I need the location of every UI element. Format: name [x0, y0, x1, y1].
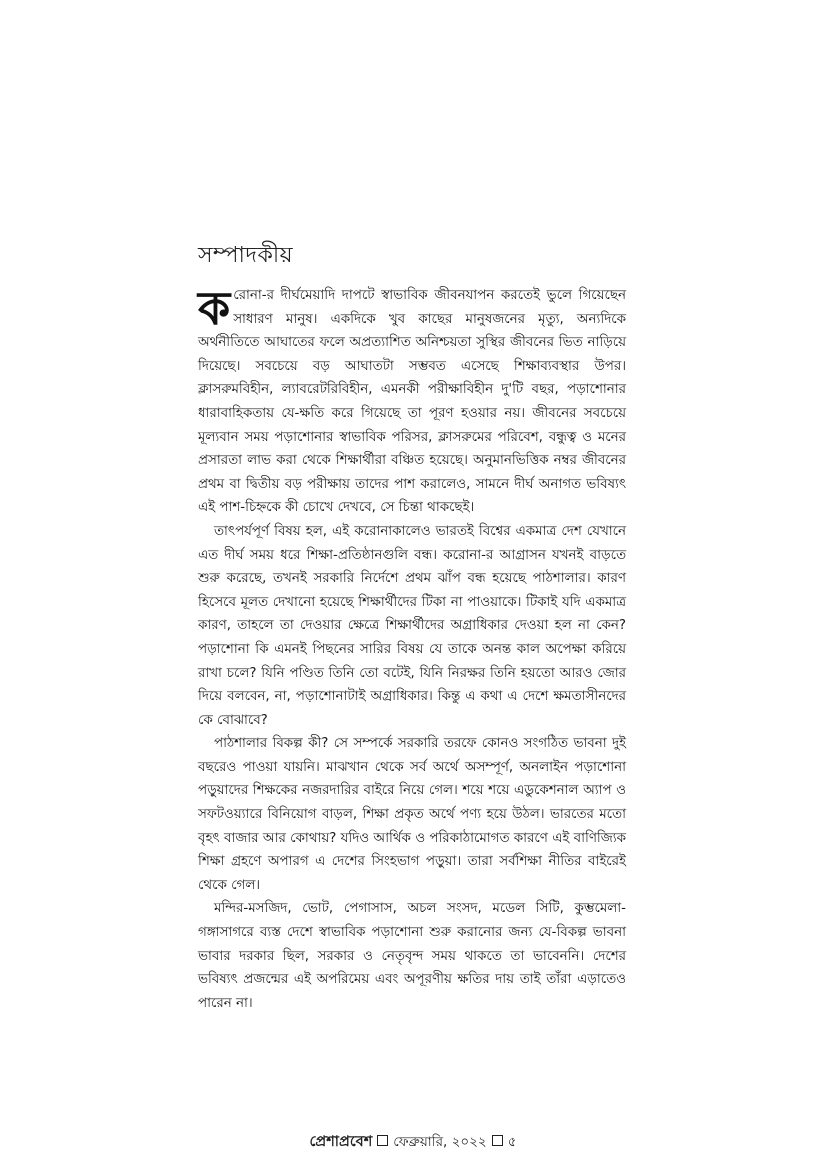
drop-cap: ক — [198, 281, 231, 335]
editorial-body — [198, 281, 626, 1015]
page-number: ৫ — [507, 1134, 517, 1150]
paragraph-2: তাৎপর্যপূর্ণ বিষয় হল, এই করোনাকালেও ভারতই বিশ্বের একমাত্র দেশ যেখানে এত দীর্ঘ সময় ধরে শিক্ষা-প্রতিষ্ঠানগুলি বন্ধ। করোনা-র আগ্রাসন যখনই বাড়তে শুরু করেছে, তখনই সরকারি নির্দেশে প্রথম ঝাঁপ বন্ধ হয়েছে পাঠশালার। কারণ হিসেবে মূলত দেখানো হয়েছে শিক্ষার্থীদের টিকা না পাওয়াকে। টিকাই যদি একমাত্র কারণ, তাহলে তা দেওয়ার ক্ষেত্রে শিক্ষার্থীদের অগ্রাধিকার দেওয়া হল না কেন? পড়াশোনা কি এমনই পিছনের সারির বিষয় যে তাকে অনন্ত কাল অপেক্ষা করিয়ে রাখা চলে? যিনি পণ্ডিত তিনি তো বটেই, যিনি নিরক্ষর তিনি হয়তো আরও জোর দিয়ে বলবেন, না, পড়াশোনাটাই অগ্রাধিকার। কিন্তু এ কথা এ দেশে ক্ষমতাসীনদের কে বোঝাবে? — [198, 523, 626, 728]
paragraph-1-text: রোনা-র দীর্ঘমেয়াদি দাপটে স্বাভাবিক জীবনযাপন করতেই ভুলে গিয়েছেন সাধারণ মানুষ। একদিকে খুব কাছের মানুষজনের মৃত্যু, অন্যদিকে অর্থনীতিতে আঘাতের ফলে অপ্রত্যাশিত অনিশ্চয়তা সুস্থির জীবনের ভিত নাড়িয়ে দিয়েছে। সবচেয়ে বড় আঘাতটা সম্ভবত এসেছে শিক্ষাব্যবস্থার উপর। ক্লাসরুমবিহীন, ল্যাবরেটরিবিহীন, এমনকী পরীক্ষাবিহীন দু'টি বছর, পড়াশোনার ধারাবাহিকতায় যে-ক্ষতি করে গিয়েছে তা পূরণ হওয়ার নয়। জীবনের সবচেয়ে মূল্যবান সময় পড়াশোনার স্বাভাবিক পরিসর, ক্লাসরুমের পরিবেশ, বন্ধুত্ব ও মনের প্রসারতা লাভ করা থেকে শিক্ষার্থীরা বঞ্চিত হয়েছে। অনুমানভিত্তিক নম্বর জীবনের প্রথম বা দ্বিতীয় বড় পরীক্ষায় তাদের পাশ করালেও, সামনে দীর্ঘ অনাগত ভবিষ্যৎ এই পাশ-চিহ্নকে কী চোখে দেখবে, সে চিন্তা থাকছেই। — [198, 288, 626, 516]
page-title: সম্পাদকীয় — [198, 243, 294, 268]
issue-date: ফেব্রুয়ারি, ২০২২ — [393, 1134, 487, 1150]
paragraph-4: মন্দির-মসজিদ, ভোট, পেগাসাস, অচল সংসদ, মডেল সিটি, কুম্ভমেলা-গঙ্গাসাগরে ব্যস্ত দেশে স্বাভাবিক পড়াশোনা শুরু করানোর জন্য যে-বিকল্প ভাবনা ভাবার দরকার ছিল, সরকার ও নেতৃবৃন্দ সময় থাকতে তা ভাবেননি। দেশের ভবিষ্যৎ প্রজন্মের এই অপরিমেয় এবং অপূরণীয় ক্ষতির দায় তাই তাঁরা এড়াতেও পারেন না। — [198, 901, 626, 1011]
magazine-name: প্রেশাপ্রবেশ — [309, 1134, 373, 1150]
separator-box-icon — [492, 1135, 503, 1146]
page-footer — [0, 1131, 826, 1155]
paragraph-1 — [198, 281, 626, 520]
separator-box-icon — [377, 1135, 388, 1146]
paragraph-3: পাঠশালার বিকল্প কী? সে সম্পর্কে সরকারি তরফে কোনও সংগঠিত ভাবনা দুই বছরেও পাওয়া যায়নি। মাঝখান থেকে সর্ব অর্থে অসম্পূর্ণ, অনলাইন পড়াশোনা পড়ুয়াদের শিক্ষকের নজরদারির বাইরে নিয়ে গেল। শয়ে শয়ে এডুকেশনাল অ্যাপ ও সফটওয়্যারে বিনিয়োগ বাড়ল, শিক্ষা প্রকৃত অর্থে পণ্য হয়ে উঠল। ভারতের মতো বৃহৎ বাজার আর কোথায়? যদিও আর্থিক ও পরিকাঠামোগত কারণে এই বাণিজ্যিক শিক্ষা গ্রহণে অপারগ এ দেশের সিংহভাগ পড়ুয়া। তারা সর্বশিক্ষা নীতির বাইরেই থেকে গেল। — [198, 736, 626, 893]
